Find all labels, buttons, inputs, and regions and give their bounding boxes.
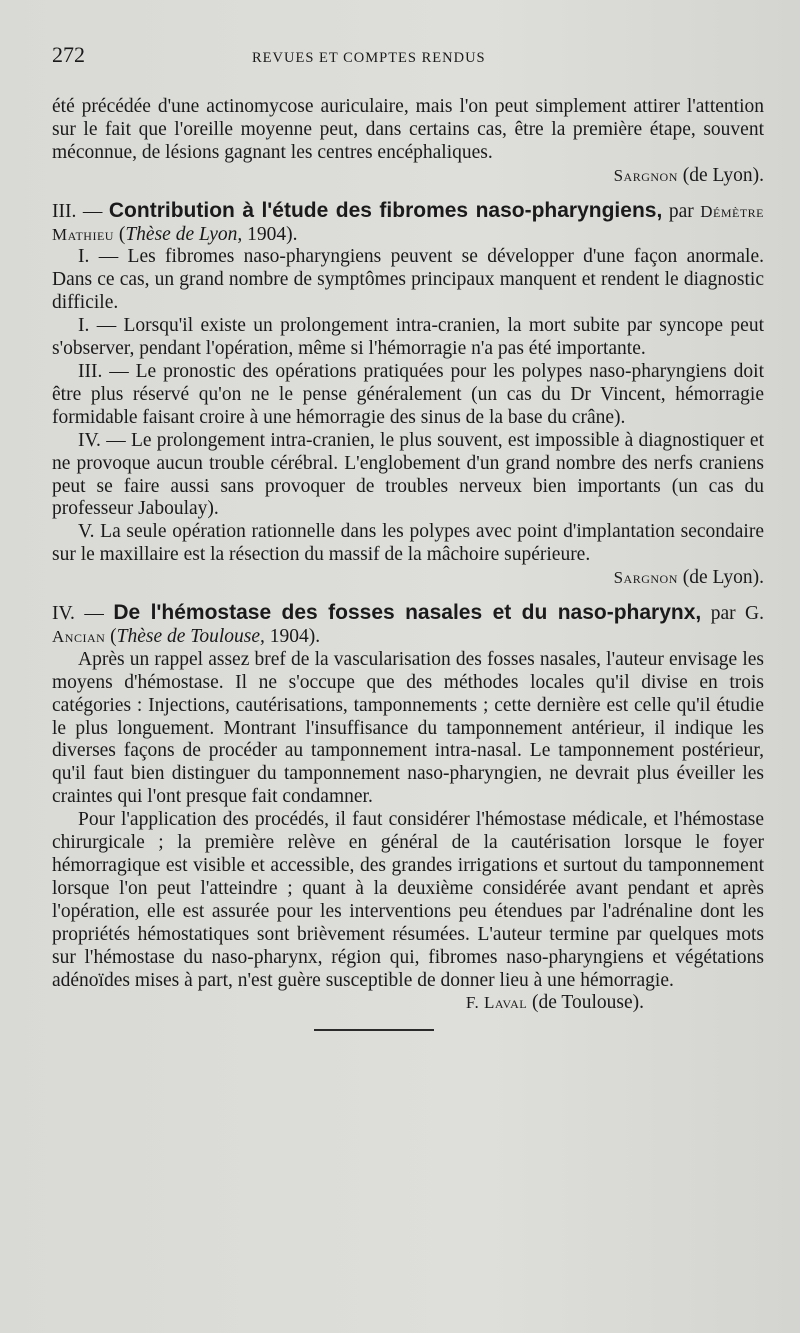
section-iii [52, 200, 764, 590]
section-author: Démètre Mathieu [52, 201, 765, 244]
signature-place: (de Lyon). [682, 567, 764, 589]
paragraph: Pour l'application des procédés, il faut considérer l'hémostase médicale, et l'hémostase chirurgicale ; la première relève en général de la cautérisation lorsque le foyer hémorragique est visible et accessible, des grandes irrigations et surtout du tamponnement lorsque l'on peut l'atteindre ; quant à la deuxième considérée avant pendant et après l'opération, elle est assurée pour les interventions peu étendues par l'adrénaline dont les propriétés hémostatiques sont brièvement résumées. L'auteur termine par quelques mots sur l'hémostase du naso-pharynx, région qui, fibromes naso-pharyngiens et végétations adénoïdes mises à part, n'est guère susceptible de donner lieu à une hémorragie. [52, 809, 764, 991]
paragraph: III. — Le pronostic des opérations pratiquées pour les polypes naso-pharyngiens doit être plus réservé qu'on ne le pense généralement (un cas du Dr Vincent, hémorragie formidable faisant croire à une hémorragie des sinus de la base du crâne). [52, 360, 764, 428]
section-heading: IV. — De l'hémostase des fosses nasales et du naso-pharynx, par G. Ancian (Thèse de Toulouse, 1904). [52, 601, 765, 647]
intro-text: été précédée d'une actinomycose auriculaire, mais l'on peut simplement attirer l'attention sur le fait que l'oreille moyenne peut, dans certains cas, être la première étape, souvent méconnue, de lésions gagnant les centres encéphaliques. [52, 96, 764, 163]
signature-name: F. Laval [465, 993, 528, 1013]
closing-rule [314, 1029, 434, 1031]
section-title: De l'hémostase des fosses nasales et du naso-pharynx, [113, 601, 702, 625]
section-signature [52, 567, 764, 590]
page-header [52, 42, 764, 82]
section-number: IV. — [52, 603, 104, 625]
paragraph: Après un rappel assez bref de la vascularisation des fosses nasales, l'auteur envisage les moyens d'hémostase. Il ne s'occupe que des méthodes locales qu'il divise en trois catégories : Injections, cautérisations, tamponnements ; cette dernière est celle qu'il étudie le plus longuement. Montrant l'insuffisance du tamponnement antérieur, il indique les diverses façons de procéder au tamponnement intra-nasal. Le tamponnement postérieur, qu'il faut bien distinguer du tamponnement naso-pharyngien, ne devrait plus éveiller les craintes qui l'ont presque fait condamner. [52, 648, 764, 808]
section-signature [52, 992, 764, 1015]
signature-place: (de Lyon). [682, 164, 764, 186]
section-source: Thèse de Toulouse, [116, 625, 265, 647]
section-source: Thèse de Lyon, [125, 223, 243, 245]
paragraph: I. — Les fibromes naso-pharyngiens peuvent se développer d'une façon anormale. Dans ce cas, un grand nombre de symptômes principaux manquent et rendent le diagnostic difficile. [52, 246, 764, 314]
paragraph: IV. — Le prolongement intra-cranien, le plus souvent, est impossible à diagnostiquer et ne provoque aucun trouble cérébral. L'englobement d'un grand nombre des nerfs craniens peut se faire aussi sans provoquer de troubles nerveux bien importants (un cas du professeur Jaboulay). [52, 429, 764, 520]
signature-place: (de Toulouse). [531, 992, 644, 1014]
section-iv [52, 602, 764, 1015]
intro-paragraph [52, 96, 764, 165]
page-body [52, 96, 764, 1031]
signature-name: Sargnon [613, 165, 678, 185]
paragraph: V. La seule opération rationnelle dans les polypes avec point d'implantation secondaire sur le maxillaire est la résection du massif de la mâchoire supérieure. [52, 521, 764, 566]
intro-signature [52, 165, 764, 188]
page-number: 272 [52, 42, 85, 67]
paragraph: I. — Lorsqu'il existe un prolongement intra-cranien, la mort subite par syncope peut s'observer, pendant l'opération, même si l'hémorragie n'a pas été importante. [52, 315, 764, 360]
signature-name: Sargnon [613, 568, 678, 588]
section-title: Contribution à l'étude des fibromes naso-pharyngiens, [108, 198, 663, 222]
section-number: III. — [52, 200, 103, 222]
section-author: Ancian [52, 626, 106, 646]
section-heading: III. — Contribution à l'étude des fibromes naso-pharyngiens, par Démètre Mathieu (Thèse de Lyon, 1904). [52, 198, 765, 245]
running-head: REVUES ET COMPTES RENDUS [252, 50, 486, 66]
